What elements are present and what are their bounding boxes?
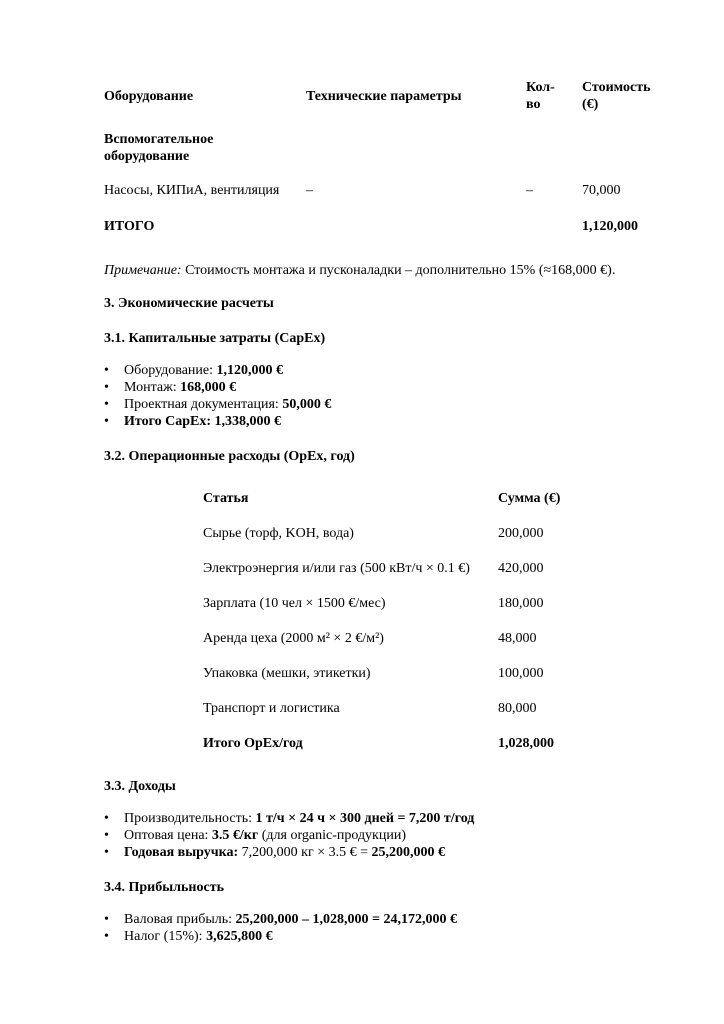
table-row: Электроэнергия и/или газ (500 кВт/ч × 0.1 €) 420,000 bbox=[203, 561, 544, 576]
list-item: • Валовая прибыль: 25,200,000 – 1,028,000 = 24,172,000 € bbox=[104, 912, 457, 927]
col-header-cost-line2: (€) bbox=[582, 97, 599, 112]
list-item: • Проектная документация: 50,000 € bbox=[104, 397, 332, 412]
income-list bbox=[104, 810, 475, 861]
opex-header-item: Статья bbox=[203, 491, 249, 506]
list-item: • Оборудование: 1,120,000 € bbox=[104, 363, 284, 378]
list-item: • Годовая выручка: 7,200,000 кг × 3.5 € = 25,200,000 € bbox=[104, 845, 445, 860]
section-title: 3. Экономические расчеты bbox=[104, 296, 274, 311]
section-row-line2: оборудование bbox=[104, 149, 190, 164]
col-header-equipment: Оборудование bbox=[104, 89, 194, 104]
income-title: 3.3. Доходы bbox=[104, 779, 176, 794]
opex-title: 3.2. Операционные расходы (OpEx, год) bbox=[104, 449, 355, 464]
total-label: ИТОГО bbox=[104, 219, 155, 234]
table-row: Сырье (торф, KOH, вода) 200,000 bbox=[203, 526, 544, 541]
col-header-qty-line2: во bbox=[526, 97, 541, 112]
opex-total-row: Итого OpEx/год 1,028,000 bbox=[203, 736, 554, 751]
opex-header-row bbox=[203, 490, 603, 507]
note-text: Стоимость монтажа и пусконаладки – дополнительно 15% (≈168,000 €). bbox=[181, 263, 616, 278]
table-row-cost: 70,000 bbox=[582, 183, 621, 198]
list-item: • Оптовая цена: 3.5 €/кг (для organic-продукции) bbox=[104, 828, 407, 843]
table-row-params: – bbox=[306, 183, 313, 198]
note bbox=[104, 262, 615, 279]
table-row-name: Насосы, КИПиА, вентиляция bbox=[104, 183, 280, 198]
table-row: Зарплата (10 чел × 1500 €/мес) 180,000 bbox=[203, 596, 544, 611]
list-item: • Производительность: 1 т/ч × 24 ч × 300 дней = 7,200 т/год bbox=[104, 811, 475, 826]
note-label: Примечание: bbox=[104, 263, 182, 278]
table-row-qty: – bbox=[526, 183, 533, 198]
list-item: • Налог (15%): 3,625,800 € bbox=[104, 929, 273, 944]
table-row: Аренда цеха (2000 м² × 2 €/м²) 48,000 bbox=[203, 631, 537, 646]
col-header-cost-line1: Стоимость bbox=[582, 80, 651, 95]
list-item: • Монтаж: 168,000 € bbox=[104, 380, 237, 395]
section-row-line1: Вспомогательное bbox=[104, 132, 214, 147]
list-item: • Итого CapEx: 1,338,000 € bbox=[104, 414, 281, 429]
capex-title: 3.1. Капитальные затраты (CapEx) bbox=[104, 331, 326, 346]
col-header-qty-line1: Кол- bbox=[526, 80, 555, 95]
profit-title: 3.4. Прибыльность bbox=[104, 880, 224, 895]
capex-list bbox=[104, 362, 332, 430]
col-header-params: Технические параметры bbox=[306, 89, 462, 104]
profit-list bbox=[104, 911, 457, 945]
table-row: Транспорт и логистика 80,000 bbox=[203, 701, 537, 716]
opex-header-sum: Сумма (€) bbox=[498, 491, 561, 506]
table-row: Упаковка (мешки, этикетки) 100,000 bbox=[203, 666, 544, 681]
total-cost: 1,120,000 bbox=[582, 219, 638, 234]
